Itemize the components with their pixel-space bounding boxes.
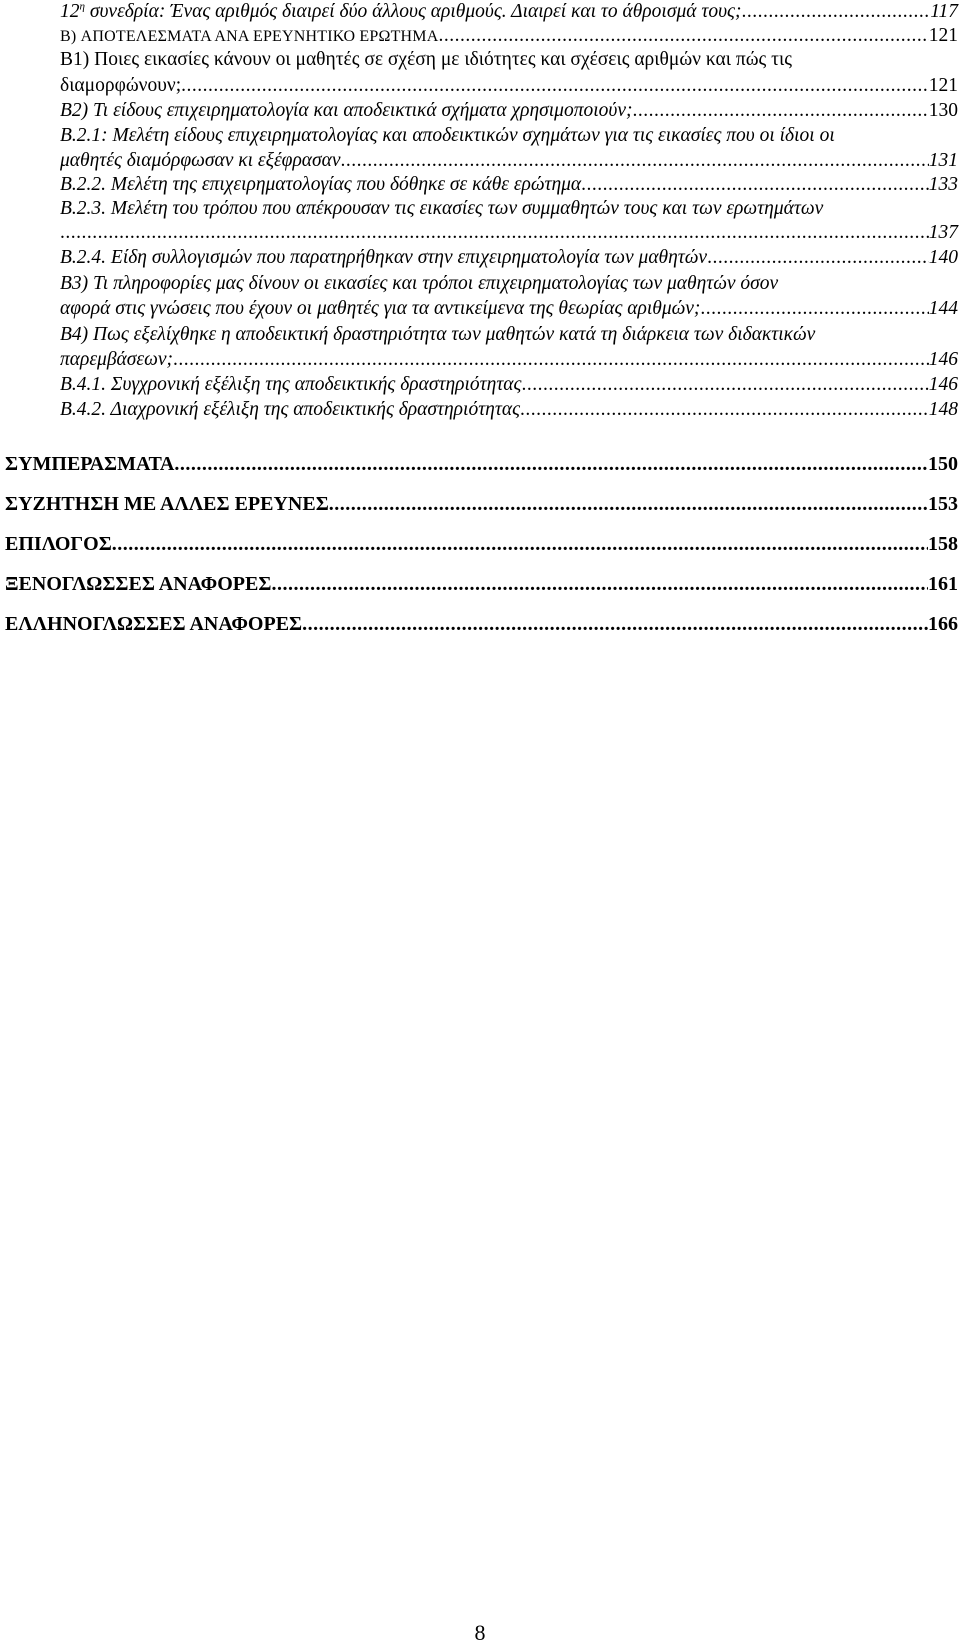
dot-leader [302,612,928,636]
toc-page-number: 144 [928,298,958,319]
dot-leader [341,149,929,173]
toc-entry-title: Β.4.2. Διαχρονική εξέλιξη της αποδεικτικής δραστηριότητας [60,399,520,420]
toc-entry-title-line1: Β3) Τι πληροφορίες μας δίνουν οι εικασίες και τρόποι επιχειρηματολογίας των μαθητών όσον [60,273,779,294]
toc-entry-title: ΣΥΖΗΤΗΣΗ ΜΕ ΑΛΛΕΣ ΕΡΕΥΝΕΣ [5,493,329,515]
toc-entry[interactable] [60,373,958,397]
toc-entry[interactable] [60,246,958,270]
dot-leader [173,348,929,372]
toc-entry-title-line2: παρεμβάσεων; [60,349,174,370]
toc-page-number: 166 [928,613,958,635]
toc-entry[interactable] [5,572,958,596]
toc-entry-title: $12^\eta$ συνεδρία: Ένας αριθμός διαιρεί δύο άλλους αριθμούς. Διαιρεί και το άθροισμά τους; [60,0,742,22]
toc-entry-title: ΕΛΛΗΝΟΓΛΩΣΣΕΣ ΑΝΑΦΟΡΕΣ [5,613,303,635]
dot-leader [174,452,928,476]
dot-leader [438,24,928,48]
toc-entry-title-line1: Β.2.3. Μελέτη του τρόπου που απέκρουσαν τις εικασίες των συμμαθητών τους και των ερωτημάτων [60,198,824,219]
toc-page-number: 130 [928,100,958,121]
toc-page-number: 161 [928,573,958,595]
dot-leader [521,373,928,397]
dot-leader [520,398,929,422]
toc-entry[interactable] [60,74,958,98]
toc-entry-title-line2: μαθητές διαμόρφωσαν κι εξέφρασαν [60,150,341,171]
toc-page-number: 146 [928,374,958,395]
dot-leader [700,297,928,321]
dot-leader [112,532,928,556]
toc-entry[interactable] [60,99,958,123]
toc-page-number: 158 [928,533,958,555]
toc-entry[interactable] [60,173,958,197]
toc-page-number: 150 [928,453,958,475]
toc-page-number: 133 [928,174,958,195]
toc-entry[interactable] [60,398,958,422]
toc-page-number: 121 [928,75,958,96]
dot-leader [741,0,930,24]
toc-entry[interactable] [5,452,958,476]
toc-entry-title: Β.2.4. Είδη συλλογισμών που παρατηρήθηκαν στην επιχειρηματολογία των μαθητών [60,247,708,268]
dot-leader [181,74,929,98]
toc-page-number: 117 [930,1,958,22]
toc-entry[interactable] [60,221,958,245]
toc-entry-title-line1: Β.2.1: Μελέτη είδους επιχειρηματολογίας και αποδεικτικών σχημάτων για τις εικασίες που οι ίδιοι οι [60,125,835,146]
toc-entry-title: ΞΕΝΟΓΛΩΣΣΕΣ ΑΝΑΦΟΡΕΣ [5,573,272,595]
toc-entry[interactable] [60,149,958,173]
toc-entry-title: ΕΠΙΛΟΓΟΣ [5,533,112,555]
dot-leader [271,572,928,596]
toc-entry-title-line2: αφορά στις γνώσεις που έχουν οι μαθητές για τα αντικείμενα της θεωρίας αριθμών; [60,298,701,319]
toc-page-number: 146 [928,349,958,370]
dot-leader [707,246,929,270]
toc-page-number: 137 [928,222,958,243]
toc-entry[interactable] [60,297,958,321]
toc-entry-title-line1: Β4) Πως εξελίχθηκε η αποδεικτική δραστηριότητα των μαθητών κατά τη διάρκεια των διδακτικών [60,324,816,345]
toc-entry[interactable] [5,492,958,516]
toc-page-number: 121 [928,25,958,46]
toc-entry-title-line2: διαμορφώνουν; [60,75,182,96]
toc-page-number: 148 [928,399,958,420]
toc-entry[interactable] [60,348,958,372]
dot-leader [632,99,928,123]
dot-leader [581,173,929,197]
page-number: 8 [474,1620,486,1645]
toc-entry-title-line1: Β1) Ποιες εικασίες κάνουν οι μαθητές σε σχέση με ιδιότητες και σχέσεις αριθμών και πώς τις [60,49,792,70]
toc-entry[interactable] [60,0,958,24]
toc-page-number: 140 [928,247,958,268]
toc-entry[interactable] [5,612,958,636]
toc-entry-title: Β.2.2. Μελέτη της επιχειρηματολογίας που δόθηκε σε κάθε ερώτημα [60,174,582,195]
dot-leader [60,221,929,245]
toc-page-number: 153 [928,493,958,515]
toc-entry[interactable] [60,24,958,49]
toc-entry-title: ΣΥΜΠΕΡΑΣΜΑΤΑ [5,453,175,475]
toc-page-number: 131 [928,150,958,171]
toc-entry-title: Β2) Τι είδους επιχειρηματολογία και αποδεικτικά σχήματα χρησιμοποιούν; [60,100,633,121]
toc-entry-title: B) ΑΠΟΤΕΛΕΣΜΑΤΑ ΑΝΑ ΕΡΕΥΝΗΤΙΚΟ ΕΡΩΤΗΜΑ [60,28,439,45]
dot-leader [329,492,928,516]
toc-entry-title: Β.4.1. Συγχρονική εξέλιξη της αποδεικτικής δραστηριότητας [60,374,522,395]
toc-entry[interactable] [5,532,958,556]
